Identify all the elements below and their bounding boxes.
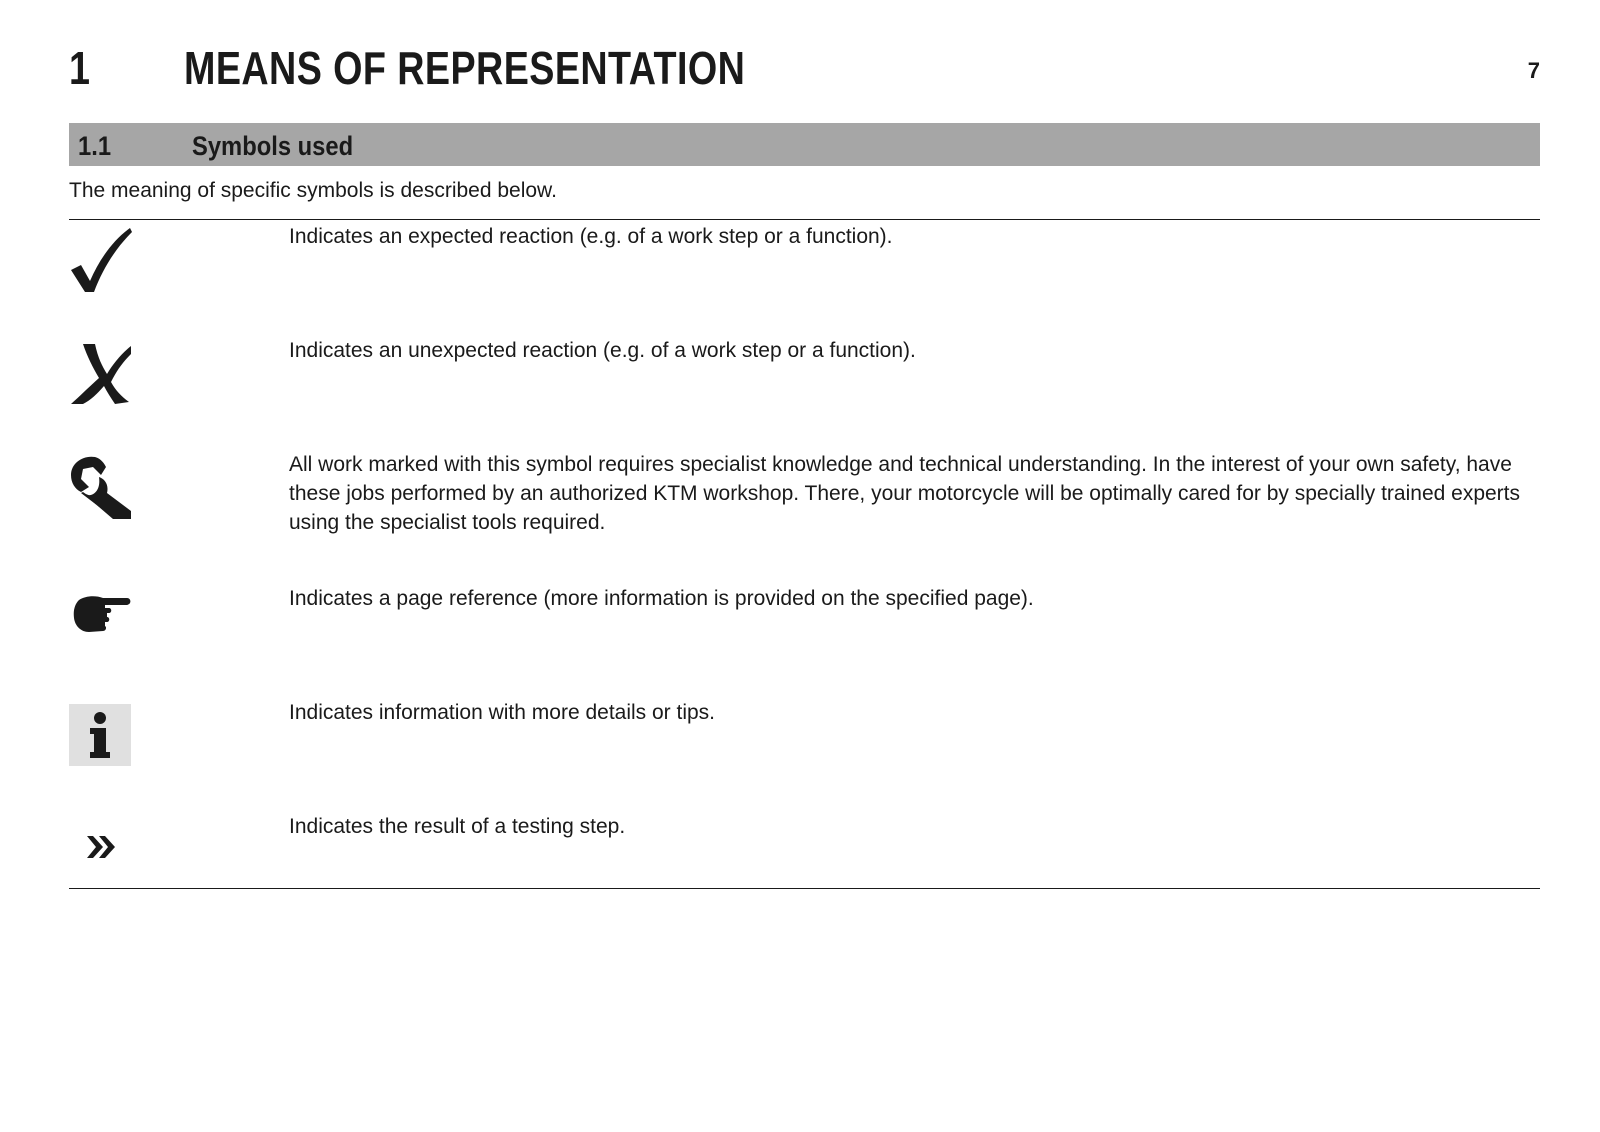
symbol-description: Indicates information with more details or tips. [289,701,716,724]
symbol-description: Indicates the result of a testing step. [289,815,626,838]
table-bottom-rule [69,888,1540,889]
symbol-description: Indicates an expected reaction (e.g. of a work step or a function). [289,225,893,248]
double-chevron-icon [69,832,133,867]
symbol-description: Indicates an unexpected reaction (e.g. of a work step or a function). [289,339,916,362]
checkmark-icon [69,226,133,299]
pointing-hand-icon [69,592,133,641]
intro-text: The meaning of specific symbols is described below. [69,179,557,202]
chapter-title: MEANS OF REPRESENTATION [184,42,746,94]
section-title: Symbols used [192,131,354,161]
cross-icon [69,340,133,411]
symbol-description: All work marked with this symbol requires specialist knowledge and technical understanding. In the interest of your own safety, have these jobs performed by an authorized KTM workshop. There, your motorcycle will be optimally cared for by specially trained experts using the specialist tools required. [289,453,1521,534]
wrench-icon [69,455,133,526]
section-number: 1.1 [78,131,112,161]
chapter-number: 1 [69,42,90,94]
symbol-description: Indicates a page reference (more information is provided on the specified page). [289,587,1034,610]
info-icon [69,704,131,771]
page-number: 7 [1527,58,1540,83]
